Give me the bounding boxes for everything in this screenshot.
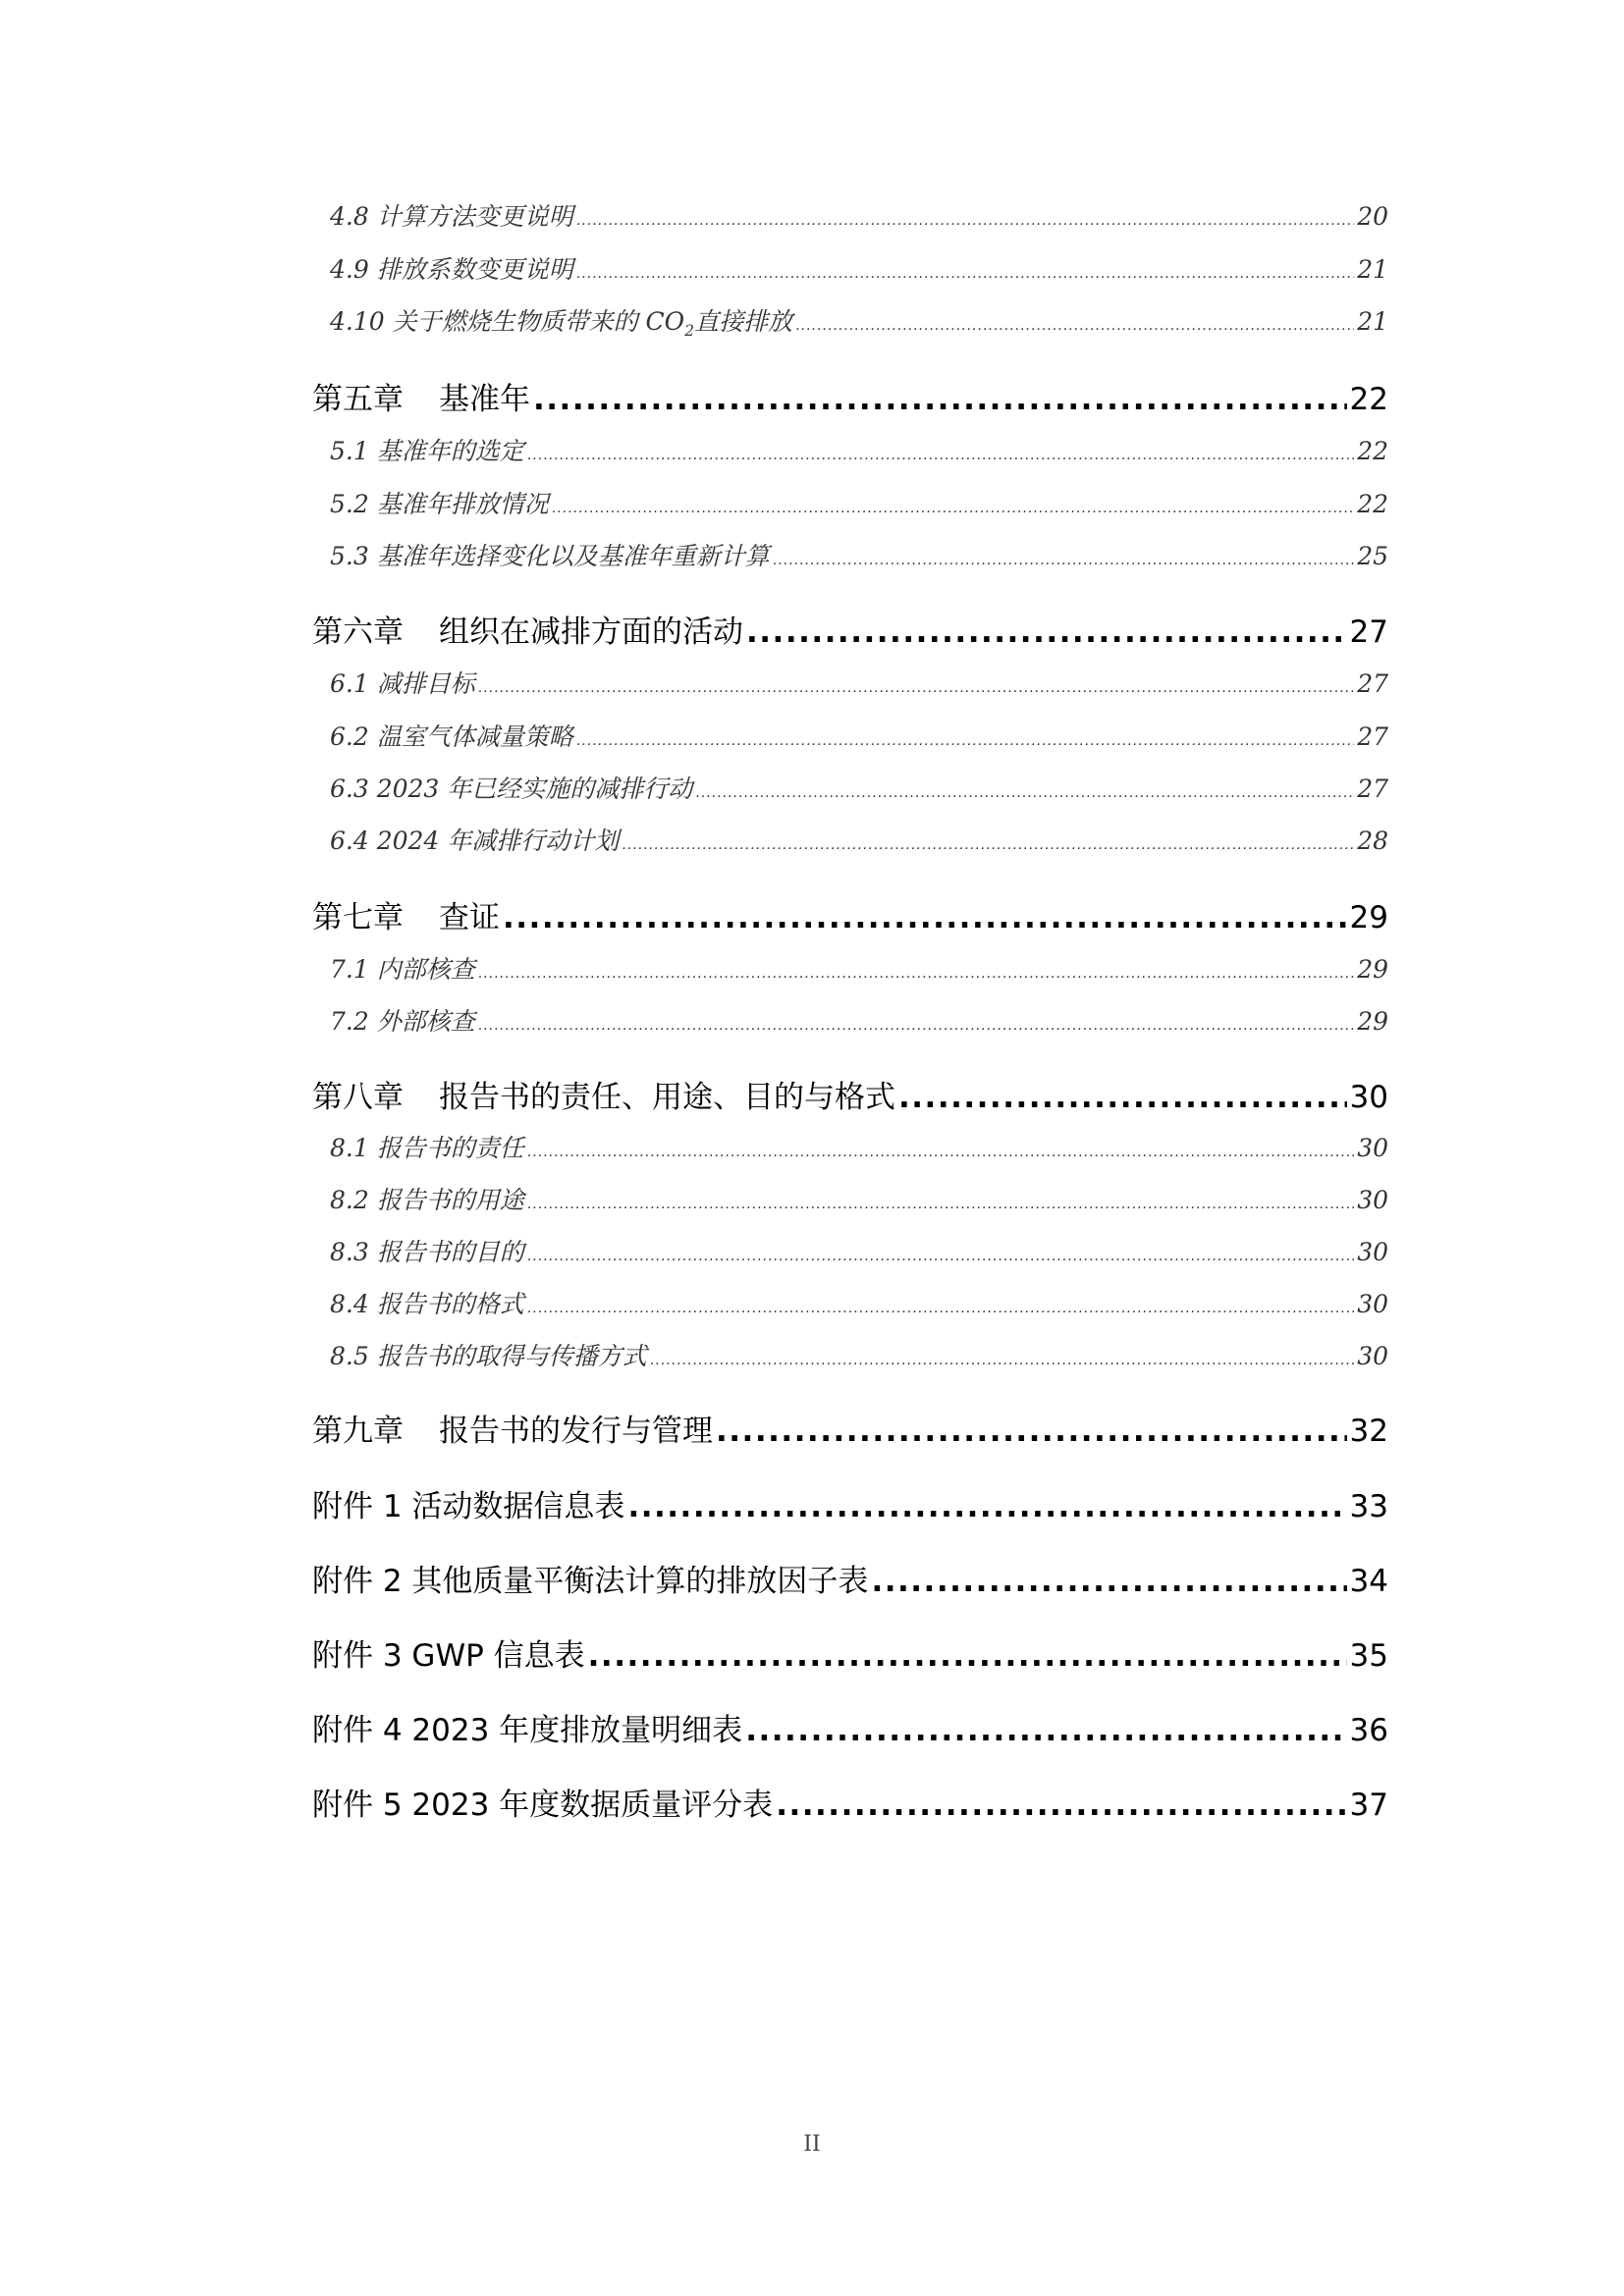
toc-entry-6-4[interactable]: [312, 822, 1388, 862]
dot-leader: [527, 1249, 1354, 1273]
dot-leader: [650, 1353, 1354, 1377]
dot-leader: [776, 1788, 1346, 1818]
toc-entry-8-4[interactable]: [312, 1285, 1388, 1325]
dot-leader: [527, 1145, 1354, 1169]
toc-entry-page: 34: [1349, 1564, 1388, 1599]
toc-appendix-title: 附件 1 活动数据信息表: [312, 1489, 625, 1524]
toc-entry-title: 6.2 温室气体减量策略: [330, 722, 573, 751]
dot-leader: [503, 900, 1347, 931]
toc-entry-title: 8.5 报告书的取得与传播方式: [330, 1342, 647, 1370]
page-number: II: [803, 2132, 821, 2157]
toc-entry-8-5[interactable]: [312, 1337, 1388, 1377]
dot-leader: [527, 448, 1354, 472]
chapter-number: 第七章: [312, 900, 404, 935]
dot-leader: [898, 1080, 1347, 1110]
toc-entry-title: 8.4 报告书的格式: [330, 1290, 524, 1318]
toc-chapter-title: [312, 607, 743, 651]
dot-leader: [745, 1713, 1346, 1743]
chapter-number: 第五章: [312, 382, 404, 417]
toc-entry-page: 36: [1349, 1713, 1388, 1748]
toc-entry-8-2[interactable]: [312, 1181, 1388, 1221]
toc-entry-page: 29: [1357, 955, 1388, 984]
toc-entry-page: 20: [1357, 202, 1388, 231]
toc-entry-title: 5.2 基准年排放情况: [330, 490, 549, 518]
chapter-number: 第九章: [312, 1414, 404, 1449]
toc-entry-page: 30: [1357, 1186, 1388, 1214]
toc-entry-title: 6.4 2024 年减排行动计划: [330, 827, 620, 855]
toc-chapter-5[interactable]: [312, 374, 1388, 418]
dot-leader: [795, 318, 1354, 343]
dot-leader: [527, 1301, 1354, 1325]
toc-chapter-title: [312, 1406, 713, 1450]
dot-leader: [533, 382, 1347, 412]
toc-entry-page: 27: [1349, 614, 1388, 650]
toc-entry-title: 7.2 外部核查: [330, 1007, 475, 1036]
toc-entry-page: 22: [1349, 382, 1388, 417]
toc-appendix-4[interactable]: [312, 1705, 1388, 1749]
toc-chapter-title: [312, 892, 500, 936]
toc-chapter-title: [312, 374, 530, 418]
dot-leader: [478, 1018, 1354, 1042]
toc-entry-title: 6.3 2023 年已经实施的减排行动: [330, 774, 693, 803]
toc-entry-page: 27: [1357, 669, 1388, 698]
toc-appendix-1[interactable]: [312, 1481, 1388, 1525]
toc-entry-page: 32: [1349, 1414, 1388, 1449]
toc-chapter-8[interactable]: [312, 1072, 1388, 1116]
toc-entry-page: 30: [1349, 1080, 1388, 1115]
chapter-name: 查证: [439, 900, 500, 935]
toc-entry-5-2[interactable]: [312, 485, 1388, 525]
chapter-name: 组织在减排方面的活动: [439, 614, 743, 650]
toc-entry-4-8[interactable]: [312, 197, 1388, 238]
toc-entry-title: 7.1 内部核查: [330, 955, 475, 984]
toc-entry-page: 37: [1349, 1788, 1388, 1823]
toc-entry-6-1[interactable]: [312, 665, 1388, 705]
dot-leader: [576, 266, 1354, 291]
dot-leader: [576, 213, 1354, 238]
toc-entry-page: 30: [1357, 1342, 1388, 1370]
title-prefix: 4.10 关于燃烧生物质带来的 CO: [330, 307, 685, 336]
toc-entry-6-3[interactable]: [312, 770, 1388, 810]
toc-entry-title: 5.1 基准年的选定: [330, 437, 524, 465]
dot-leader: [716, 1414, 1347, 1444]
dot-leader: [627, 1489, 1346, 1520]
dot-leader: [527, 1197, 1354, 1221]
toc-entry-title: 8.3 报告书的目的: [330, 1238, 524, 1266]
chapter-name: 报告书的责任、用途、目的与格式: [439, 1080, 895, 1115]
subscript: 2: [684, 322, 695, 340]
toc-entry-page: 28: [1357, 827, 1388, 855]
toc-appendix-title: 附件 4 2023 年度排放量明细表: [312, 1713, 743, 1748]
dot-leader: [478, 680, 1354, 705]
toc-entry-title: 4.9 排放系数变更说明: [330, 255, 573, 284]
toc-chapter-6[interactable]: [312, 607, 1388, 651]
toc-entry-7-1[interactable]: [312, 950, 1388, 990]
toc-entry-page: 27: [1357, 774, 1388, 803]
toc-entry-title: 5.3 基准年选择变化以及基准年重新计算: [330, 542, 770, 570]
toc-entry-page: 21: [1357, 307, 1388, 336]
toc-chapter-title: [312, 1072, 895, 1116]
toc-entry-5-1[interactable]: [312, 432, 1388, 472]
title-suffix: 直接排放: [694, 307, 793, 336]
toc-entry-page: 22: [1357, 490, 1388, 518]
toc-entry-page: 29: [1349, 900, 1388, 935]
toc-appendix-title: 附件 2 其他质量平衡法计算的排放因子表: [312, 1564, 869, 1599]
toc-appendix-3[interactable]: [312, 1630, 1388, 1675]
toc-entry-title: 8.2 报告书的用途: [330, 1186, 524, 1214]
toc-entry-title: 4.8 计算方法变更说明: [330, 202, 573, 231]
toc-entry-page: 25: [1357, 542, 1388, 570]
toc-entry-5-3[interactable]: [312, 537, 1388, 577]
chapter-number: 第六章: [312, 614, 404, 650]
toc-entry-page: 30: [1357, 1134, 1388, 1162]
dot-leader: [871, 1564, 1346, 1594]
toc-appendix-5[interactable]: [312, 1780, 1388, 1824]
toc-appendix-title: 附件 5 2023 年度数据质量评分表: [312, 1788, 774, 1823]
dot-leader: [695, 785, 1354, 810]
toc-entry-page: 29: [1357, 1007, 1388, 1036]
chapter-name: 报告书的发行与管理: [439, 1414, 713, 1449]
dot-leader: [588, 1638, 1347, 1669]
chapter-name: 基准年: [439, 382, 530, 417]
toc-entry-page: 33: [1349, 1489, 1388, 1524]
dot-leader: [576, 733, 1354, 758]
toc-appendix-2[interactable]: [312, 1556, 1388, 1600]
toc-appendix-title: 附件 3 GWP 信息表: [312, 1638, 585, 1674]
toc-chapter-7[interactable]: [312, 892, 1388, 936]
toc-entry-4-10[interactable]: [312, 302, 1388, 343]
toc-entry-page: 27: [1357, 722, 1388, 751]
toc-entry-page: 21: [1357, 255, 1388, 284]
dot-leader: [622, 837, 1354, 862]
toc-entry-7-2[interactable]: [312, 1002, 1388, 1042]
dot-leader: [773, 553, 1354, 577]
toc-entry-title: 6.1 减排目标: [330, 669, 475, 698]
toc-entry-page: 22: [1357, 437, 1388, 465]
chapter-number: 第八章: [312, 1080, 404, 1115]
toc-entry-8-1[interactable]: [312, 1129, 1388, 1169]
toc-chapter-9[interactable]: [312, 1406, 1388, 1450]
toc-entry-8-3[interactable]: [312, 1233, 1388, 1273]
toc-entry-title: 8.1 报告书的责任: [330, 1134, 524, 1162]
toc-entry-page: 30: [1357, 1290, 1388, 1318]
dot-leader: [478, 966, 1354, 990]
dot-leader: [746, 614, 1347, 645]
dot-leader: [552, 501, 1354, 525]
toc-entry-title: [330, 302, 792, 338]
toc-entry-page: 35: [1349, 1638, 1388, 1674]
toc-entry-6-2[interactable]: [312, 718, 1388, 758]
toc-entry-4-9[interactable]: [312, 250, 1388, 291]
toc-entry-page: 30: [1357, 1238, 1388, 1266]
